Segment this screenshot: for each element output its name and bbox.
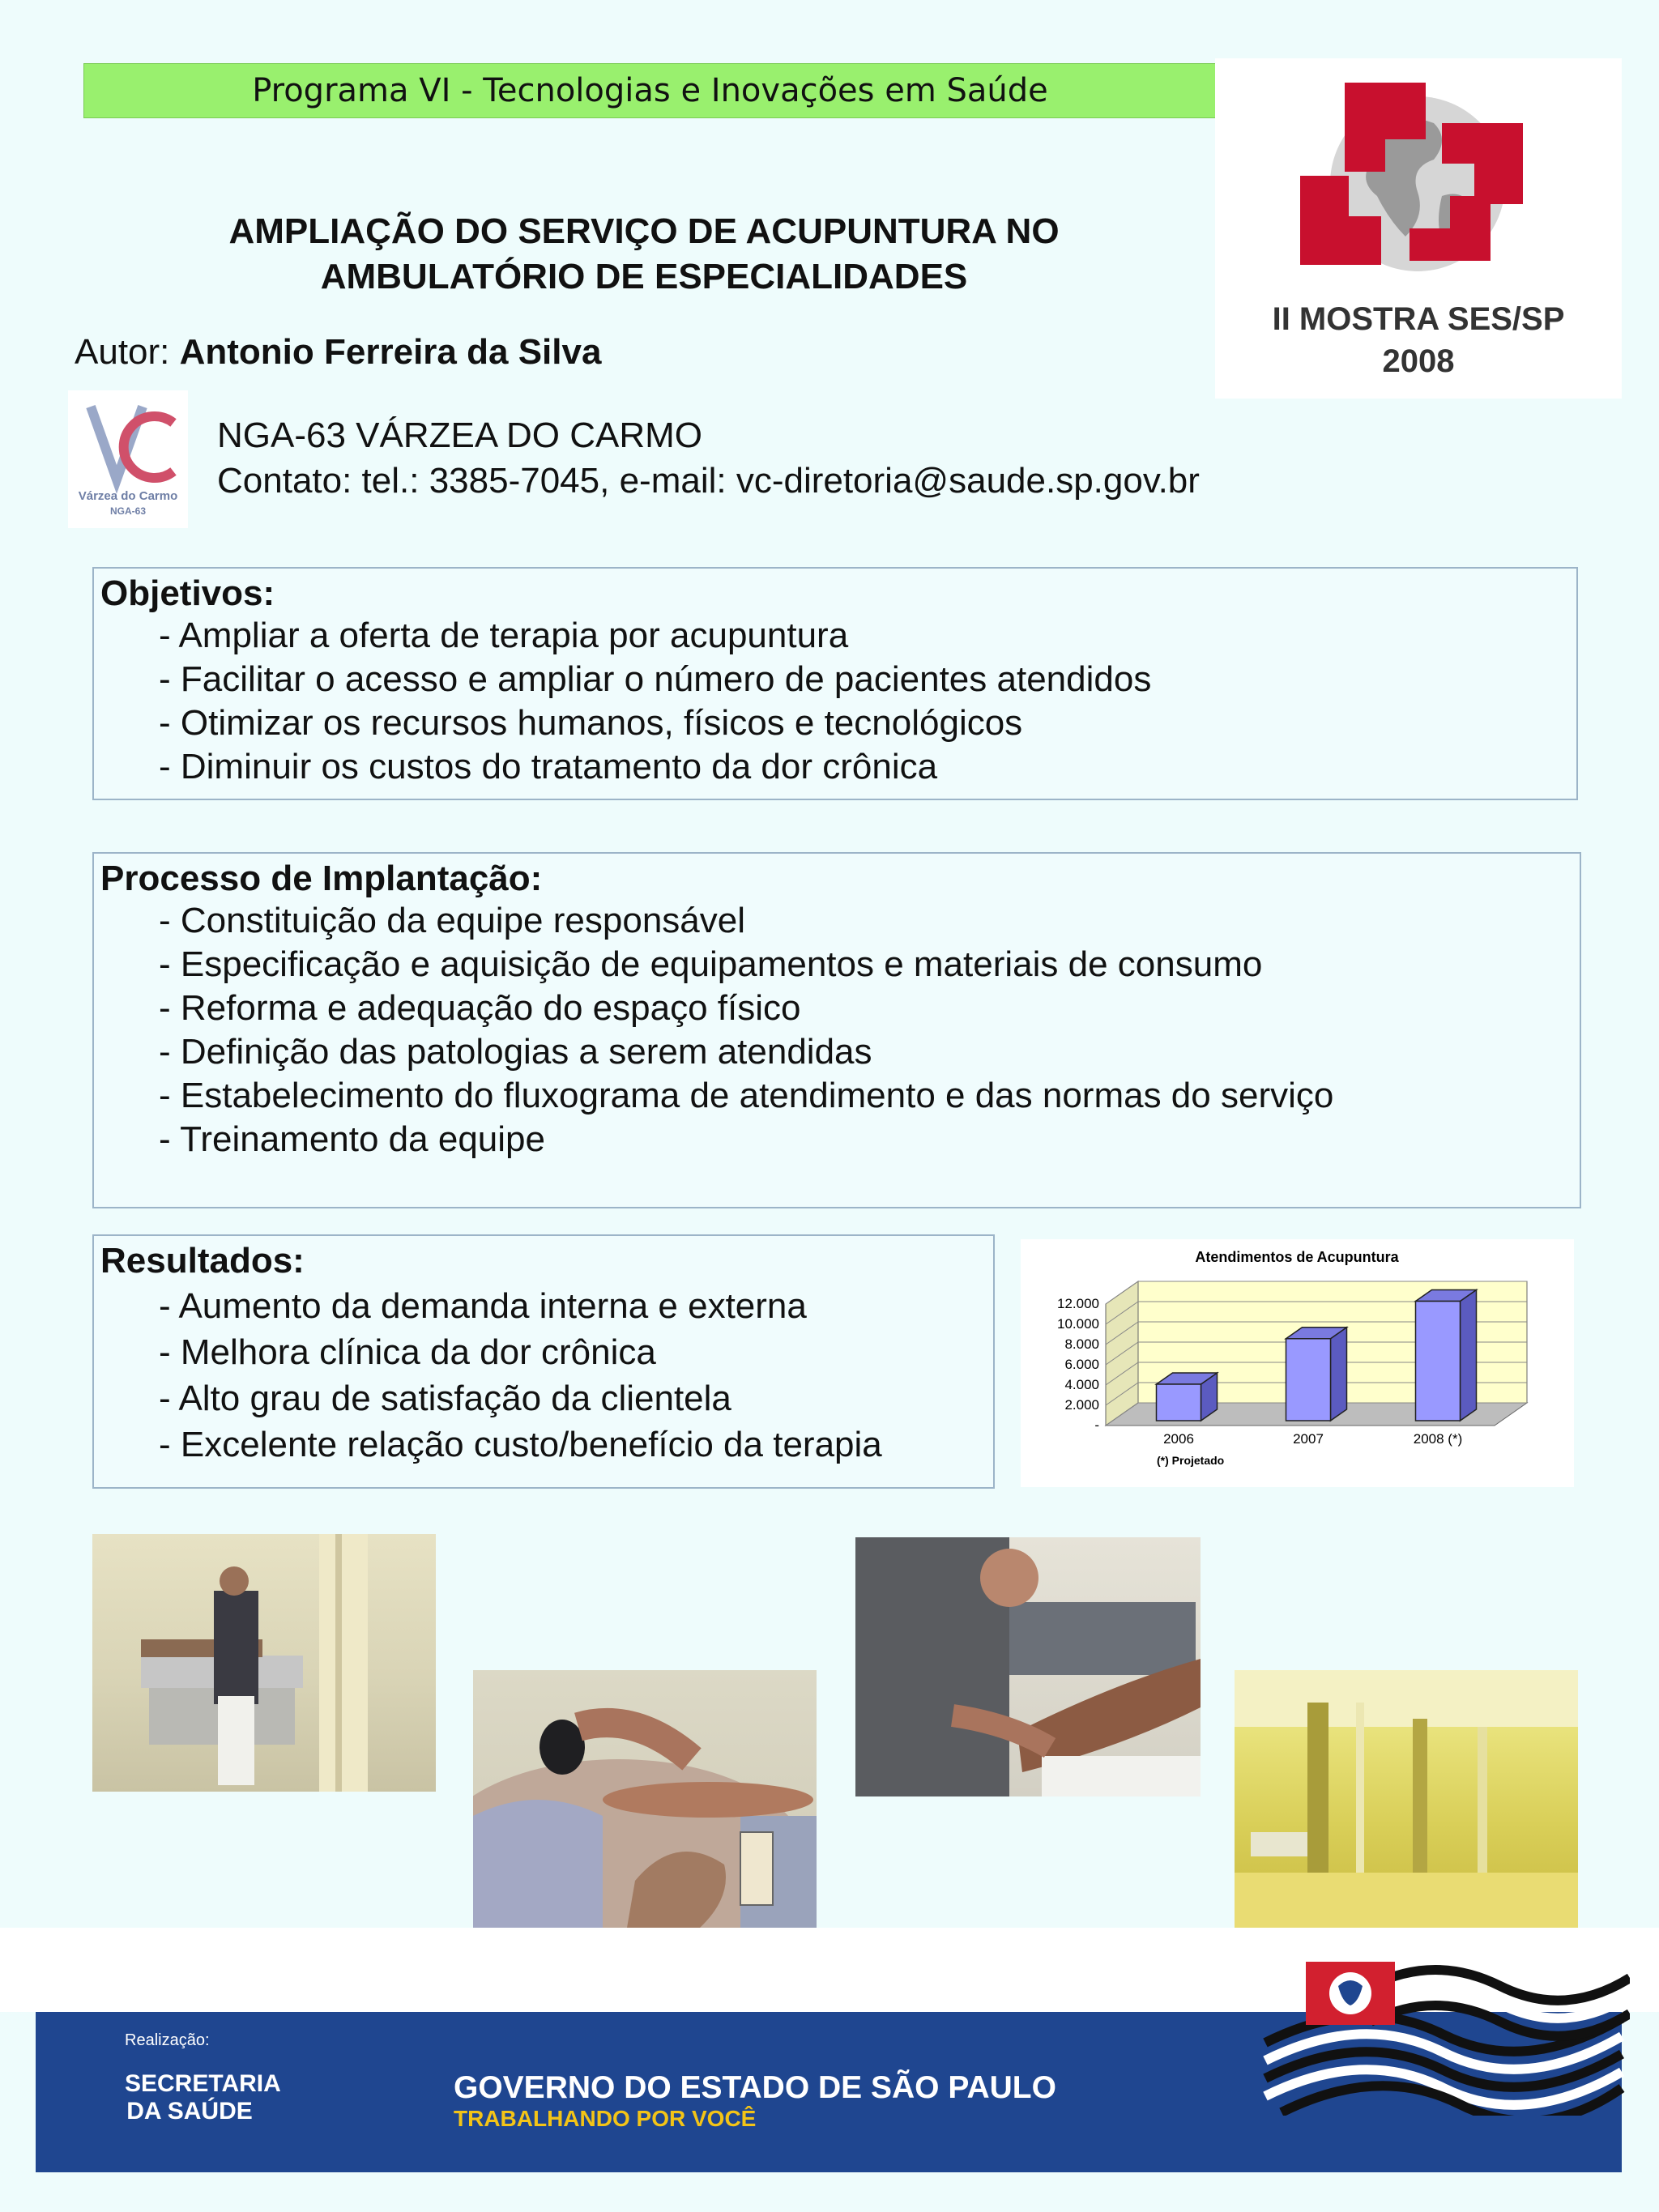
footer-slogan: TRABALHANDO POR VOCÊ [454, 2106, 757, 2131]
chart-bar-side [1461, 1290, 1477, 1421]
unit-contact: Contato: tel.: 3385-7045, e-mail: vc-diretoria@saude.sp.gov.br [217, 461, 1200, 501]
photo-exam-room-illustration-icon [92, 1534, 436, 1792]
list-item: - Reforma e adequação do espaço físico [159, 988, 801, 1028]
list-item: - Excelente relação custo/benefício da terapia [159, 1425, 882, 1464]
processo-heading: Processo de Implantação: [100, 859, 543, 898]
chart-xtick-label: 2006 [1163, 1431, 1194, 1447]
footer-realizacao: Realização: [125, 2031, 210, 2049]
chart-ytick-label: 10.000 [1057, 1316, 1099, 1332]
secretaria-line-2: DA SAÚDE [126, 2098, 253, 2125]
list-item: - Especificação e aquisição de equipamentos e materiais de consumo [159, 944, 1263, 984]
sao-paulo-flag-icon [1257, 1954, 1630, 2116]
title-line-2: AMBULATÓRIO DE ESPECIALIDADES [320, 257, 968, 296]
unit-logo-name: Várzea do Carmo [78, 489, 178, 503]
objetivos-list [159, 614, 1151, 789]
list-item: - Constituição da equipe responsável [159, 901, 746, 940]
photo-clinic-corridor [1235, 1670, 1578, 1928]
chart-ytick-label: 8.000 [1064, 1336, 1099, 1352]
photo-treatment [855, 1537, 1201, 1796]
chart-panel [1021, 1239, 1574, 1487]
event-logo-line2: 2008 [1382, 343, 1455, 379]
unit-name: NGA-63 VÁRZEA DO CARMO [217, 416, 703, 455]
author-name: Antonio Ferreira da Silva [179, 332, 602, 372]
program-banner [83, 63, 1217, 118]
chart-bar [1157, 1384, 1201, 1421]
resultados-list [159, 1283, 882, 1468]
program-label: Programa VI - Tecnologias e Inovações em Saúde [252, 72, 1048, 109]
chart-bar [1286, 1339, 1331, 1421]
unit-logo-code: NGA-63 [109, 505, 146, 517]
chart-ytick-label: 6.000 [1064, 1357, 1099, 1372]
list-item: - Diminuir os custos do tratamento da dor crônica [159, 747, 938, 786]
chart-xtick-label: 2007 [1293, 1431, 1324, 1447]
list-item: - Treinamento da equipe [159, 1119, 545, 1159]
list-item: - Aumento da demanda interna e externa [159, 1286, 807, 1326]
photo-needle-application [473, 1670, 817, 1928]
title-line-1: AMPLIAÇÃO DO SERVIÇO DE ACUPUNTURA NO [228, 211, 1060, 251]
chart-bar-side [1331, 1328, 1347, 1421]
list-item: - Alto grau de satisfação da clientela [159, 1379, 731, 1418]
photo-treatment-illustration-icon [855, 1537, 1201, 1796]
objetivos-box [92, 567, 1578, 800]
chart-title: Atendimentos de Acupuntura [1195, 1249, 1399, 1265]
chart-ytick-label: - [1094, 1417, 1099, 1433]
secretaria-line-1: SECRETARIA [125, 2070, 281, 2097]
footer-governo: GOVERNO DO ESTADO DE SÃO PAULO [454, 2070, 1056, 2105]
chart-footnote: (*) Projetado [1157, 1454, 1225, 1467]
objetivos-heading: Objetivos: [100, 573, 275, 613]
photo-exam-room [92, 1534, 436, 1792]
processo-box [92, 852, 1581, 1208]
acupuncture-bar-chart [1021, 1239, 1574, 1487]
footer-secretaria [125, 2070, 281, 2125]
processo-list [159, 899, 1333, 1161]
resultados-box [92, 1234, 995, 1489]
photo-corridor-illustration-icon [1235, 1670, 1578, 1928]
resultados-heading: Resultados: [100, 1241, 305, 1281]
list-item: - Melhora clínica da dor crônica [159, 1332, 656, 1372]
list-item: - Definição das patologias a serem atendidas [159, 1032, 872, 1072]
unit-logo [68, 390, 188, 528]
list-item: - Facilitar o acesso e ampliar o número de pacientes atendidos [159, 659, 1152, 699]
poster-title [130, 209, 1158, 300]
photo-needle-illustration-icon [473, 1670, 817, 1928]
chart-ytick-label: 12.000 [1057, 1296, 1099, 1311]
author-label: Autor: [75, 332, 170, 372]
author [75, 332, 601, 373]
event-logo [1215, 58, 1622, 399]
list-item: - Ampliar a oferta de terapia por acupuntura [159, 616, 849, 655]
chart-xtick-label: 2008 (*) [1413, 1431, 1463, 1447]
unit-info [217, 413, 1200, 504]
chart-ytick-label: 2.000 [1064, 1397, 1099, 1413]
ses-cross-logo-icon [1215, 58, 1622, 301]
chart-bar [1416, 1302, 1461, 1421]
chart-ytick-label: 4.000 [1064, 1377, 1099, 1392]
list-item: - Estabelecimento do fluxograma de atendimento e das normas do serviço [159, 1076, 1334, 1115]
event-logo-line1: II MOSTRA SES/SP [1272, 301, 1565, 337]
list-item: - Otimizar os recursos humanos, físicos e tecnológicos [159, 703, 1023, 743]
